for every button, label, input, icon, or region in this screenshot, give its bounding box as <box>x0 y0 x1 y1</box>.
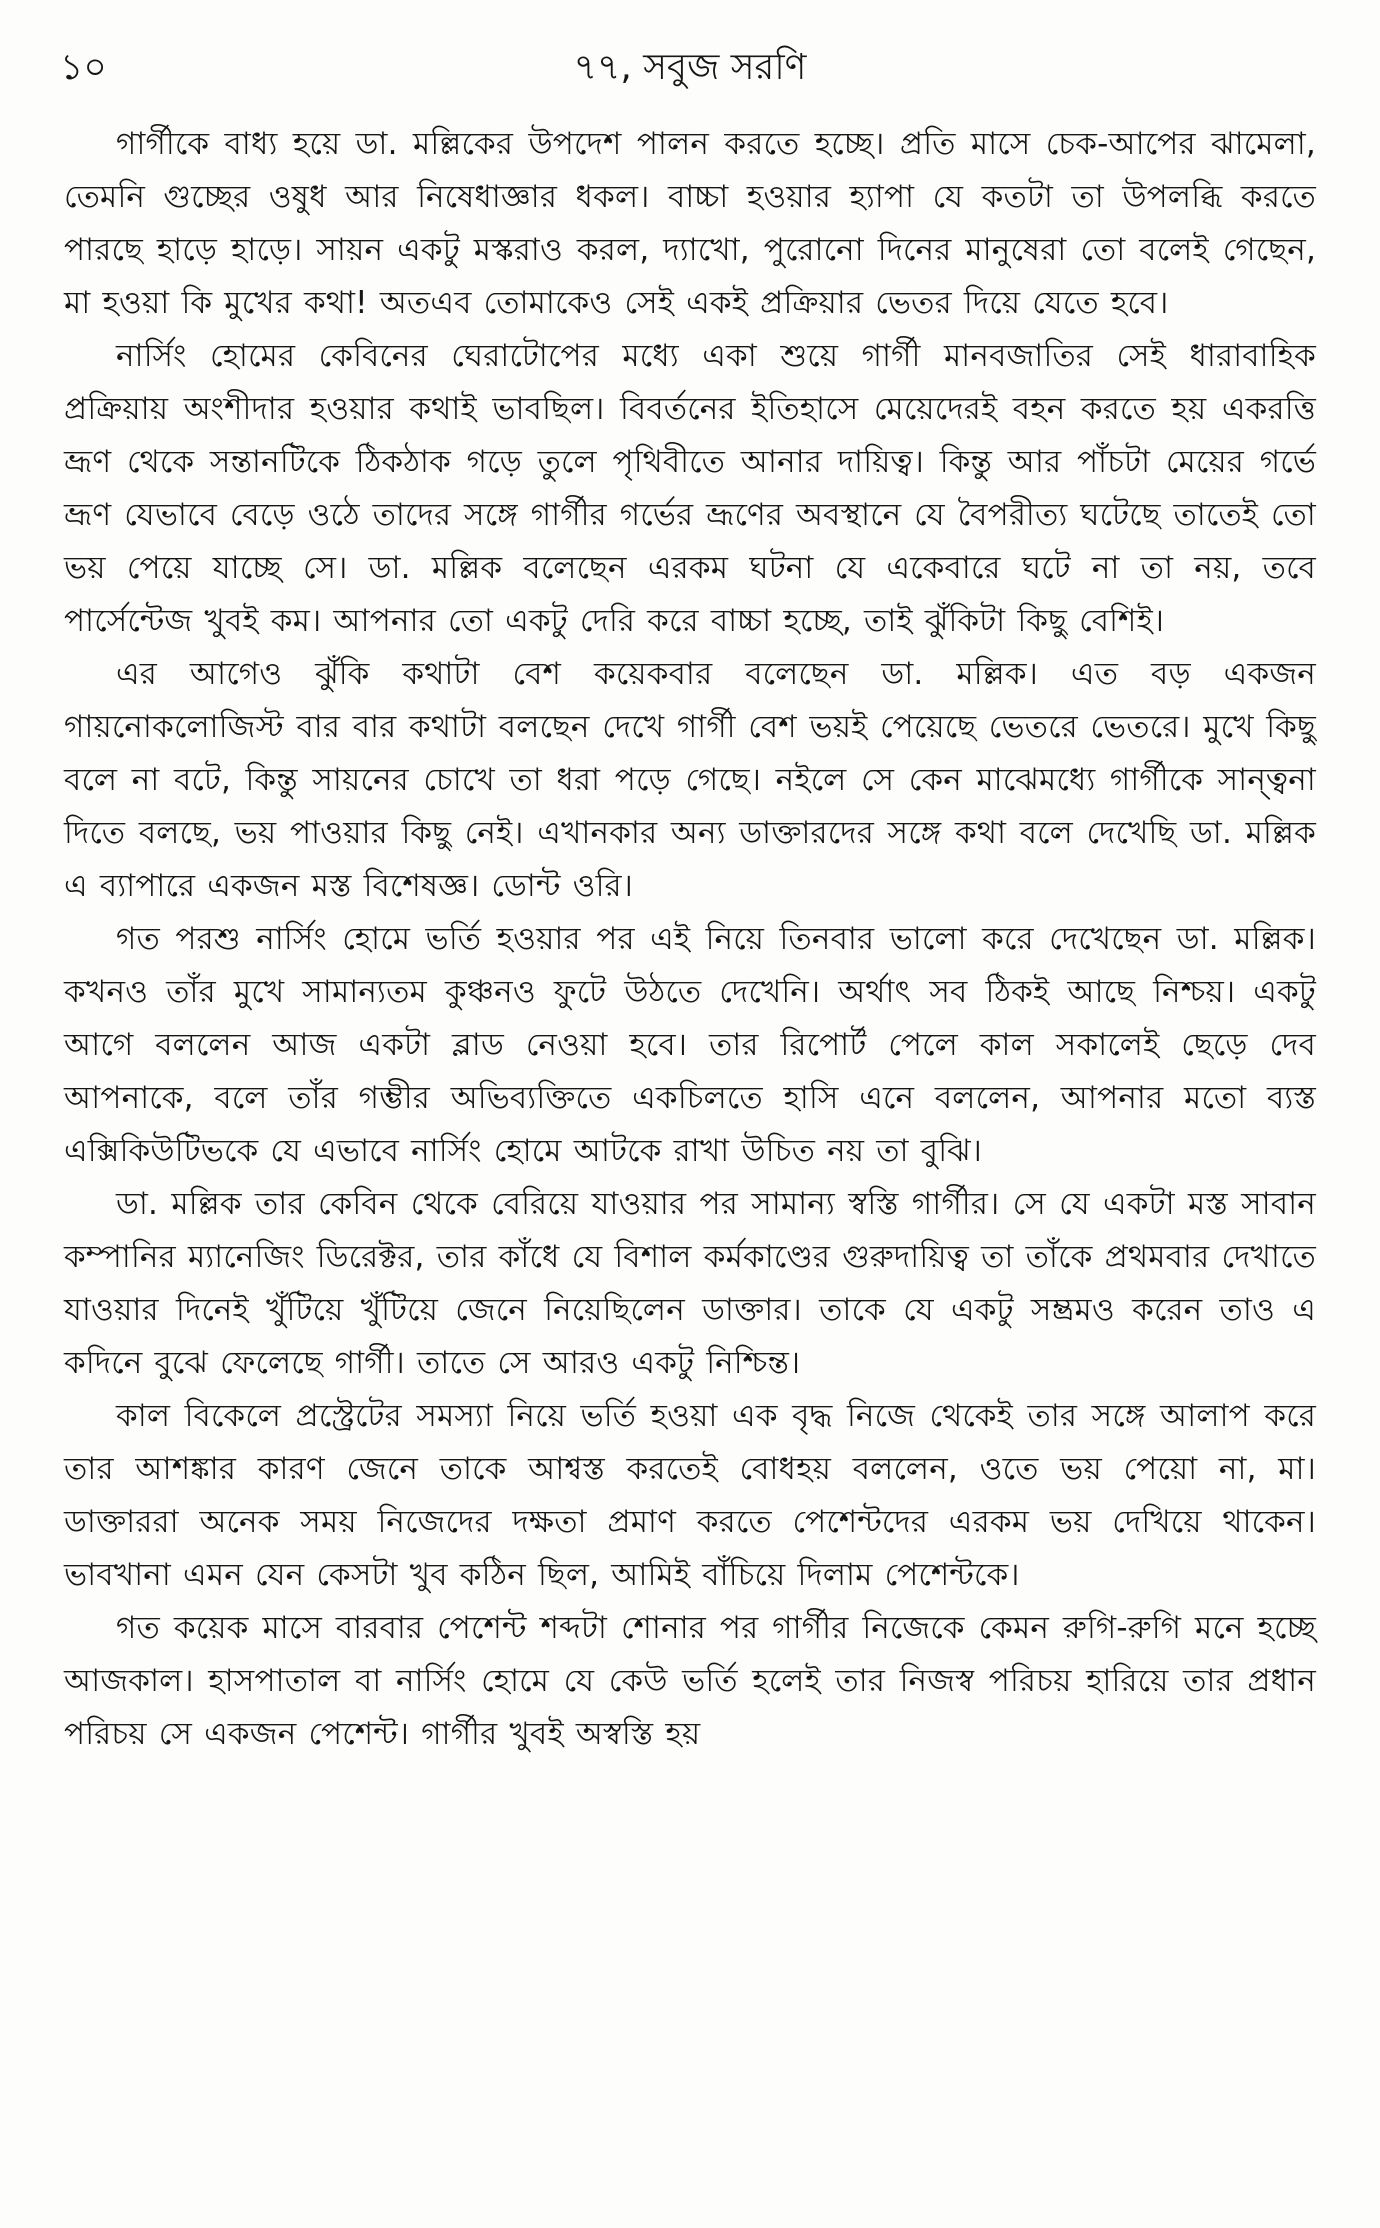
paragraph-3: এর আগেও ঝুঁকি কথাটা বেশ কয়েকবার বলেছেন ডা. মল্লিক। এত বড় একজন গায়নোকলোজিস্ট বার বার কথাটা বলছেন দেখে গার্গী বেশ ভয়ই পেয়েছে ভেতরে ভেতরে। মুখে কিছু বলে না বটে, কিন্তু সায়নের চোখে তা ধরা পড়ে গেছে। নইলে সে কেন মাঝেমধ্যে গার্গীকে সান্ত্বনা দিতে বলছে, ভয় পাওয়ার কিছু নেই। এখানকার অন্য ডাক্তারদের সঙ্গে কথা বলে দেখেছি ডা. মল্লিক এ ব্যাপারে একজন মস্ত বিশেষজ্ঞ। ডোন্ট ওরি। <box>64 656 1316 904</box>
paragraph-4: গত পরশু নার্সিং হোমে ভর্তি হওয়ার পর এই নিয়ে তিনবার ভালো করে দেখেছেন ডা. মল্লিক। কখনও তাঁর মুখে সামান্যতম কুঞ্চনও ফুটে উঠতে দেখেনি। অর্থাৎ সব ঠিকই আছে নিশ্চয়। একটু আগে বললেন আজ একটা ব্লাড নেওয়া হবে। তার রিপোর্ট পেলে কাল সকালেই ছেড়ে দেব আপনাকে, বলে তাঁর গম্ভীর অভিব্যক্তিতে একচিলতে হাসি এনে বললেন, আপনার মতো ব্যস্ত এক্সিকিউটিভকে যে এভাবে নার্সিং হোমে আটকে রাখা উচিত নয় তা বুঝি। <box>64 921 1316 1169</box>
body-text <box>64 118 1316 1761</box>
page-number: ১০ <box>60 47 107 88</box>
paragraph-1: গার্গীকে বাধ্য হয়ে ডা. মল্লিকের উপদেশ পালন করতে হচ্ছে। প্রতি মাসে চেক-আপের ঝামেলা, তেমনি গুচ্ছের ওষুধ আর নিষেধাজ্ঞার ধকল। বাচ্চা হওয়ার হ্যাপা যে কতটা তা উপলব্ধি করতে পারছে হাড়ে হাড়ে। সায়ন একটু মস্করাও করল, দ্যাখো, পুরোনো দিনের মানুষেরা তো বলেই গেছেন, মা হওয়া কি মুখের কথা! অতএব তোমাকেও সেই একই প্রক্রিয়ার ভেতর দিয়ে যেতে হবে। <box>64 126 1316 321</box>
page-header <box>0 38 1380 98</box>
running-title: ৭৭, সবুজ সরণি <box>573 47 807 88</box>
paragraph-7: গত কয়েক মাসে বারবার পেশেন্ট শব্দটা শোনার পর গার্গীর নিজেকে কেমন রুগি-রুগি মনে হচ্ছে আজকাল। হাসপাতাল বা নার্সিং হোমে যে কেউ ভর্তি হলেই তার নিজস্ব পরিচয় হারিয়ে তার প্রধান পরিচয় সে একজন পেশেন্ট। গার্গীর খুবই অস্বস্তি হয় <box>64 1610 1316 1752</box>
paragraph-2: নার্সিং হোমের কেবিনের ঘেরাটোপের মধ্যে একা শুয়ে গার্গী মানবজাতির সেই ধারাবাহিক প্রক্রিয়ায় অংশীদার হওয়ার কথাই ভাবছিল। বিবর্তনের ইতিহাসে মেয়েদেরই বহন করতে হয় একরত্তি ভ্রূণ থেকে সন্তানটিকে ঠিকঠাক গড়ে তুলে পৃথিবীতে আনার দায়িত্ব। কিন্তু আর পাঁচটা মেয়ের গর্ভে ভ্রূণ যেভাবে বেড়ে ওঠে তাদের সঙ্গে গার্গীর গর্ভের ভ্রূণের অবস্থানে যে বৈপরীত্য ঘটেছে তাতেই তো ভয় পেয়ে যাচ্ছে সে। ডা. মল্লিক বলেছেন এরকম ঘটনা যে একেবারে ঘটে না তা নয়, তবে পার্সেন্টেজ খুবই কম। আপনার তো একটু দেরি করে বাচ্চা হচ্ছে, তাই ঝুঁকিটা কিছু বেশিই। <box>64 338 1316 639</box>
paragraph-6: কাল বিকেলে প্রস্ট্রেটের সমস্যা নিয়ে ভর্তি হওয়া এক বৃদ্ধ নিজে থেকেই তার সঙ্গে আলাপ করে তার আশঙ্কার কারণ জেনে তাকে আশ্বস্ত করতেই বোধহয় বললেন, ওতে ভয় পেয়ো না, মা। ডাক্তাররা অনেক সময় নিজেদের দক্ষতা প্রমাণ করতে পেশেন্টদের এরকম ভয় দেখিয়ে থাকেন। ভাবখানা এমন যেন কেসটা খুব কঠিন ছিল, আমিই বাঁচিয়ে দিলাম পেশেন্টকে। <box>64 1398 1316 1593</box>
paragraph-5: ডা. মল্লিক তার কেবিন থেকে বেরিয়ে যাওয়ার পর সামান্য স্বস্তি গার্গীর। সে যে একটা মস্ত সাবান কম্পানির ম্যানেজিং ডিরেক্টর, তার কাঁধে যে বিশাল কর্মকাণ্ডের গুরুদায়িত্ব তা তাঁকে প্রথমবার দেখাতে যাওয়ার দিনেই খুঁটিয়ে খুঁটিয়ে জেনে নিয়েছিলেন ডাক্তার। তাকে যে একটু সম্ভ্রমও করেন তাও এ কদিনে বুঝে ফেলেছে গার্গী। তাতে সে আরও একটু নিশ্চিন্ত। <box>64 1186 1316 1381</box>
